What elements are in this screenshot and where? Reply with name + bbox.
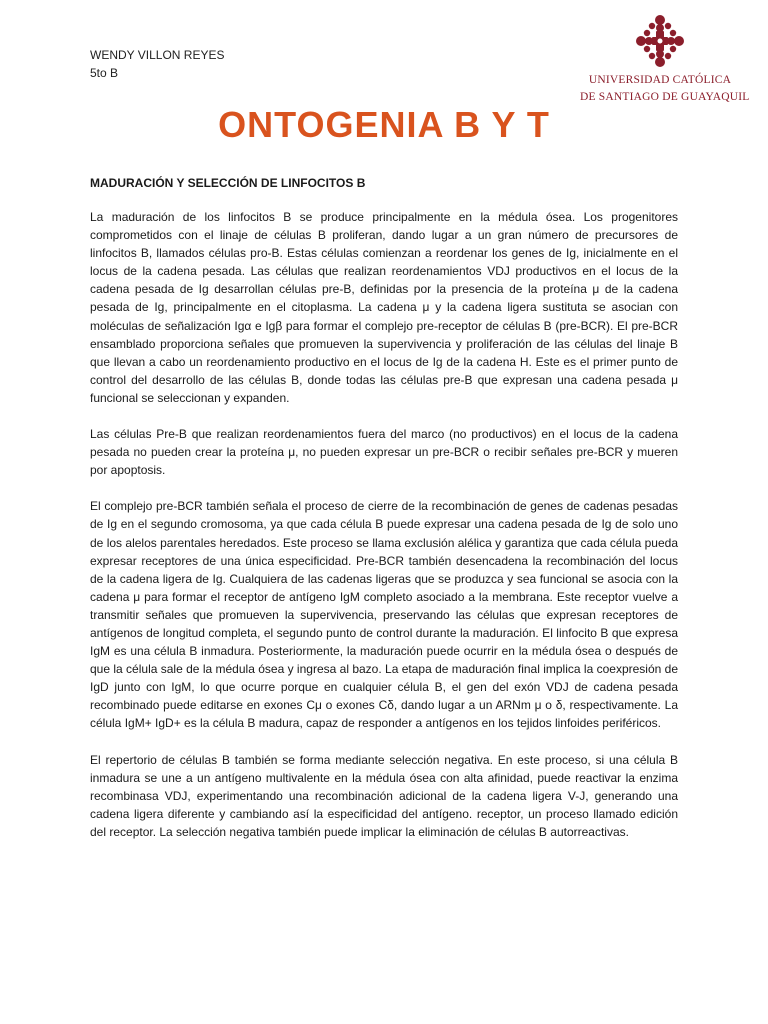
section-heading: MADURACIÓN Y SELECCIÓN DE LINFOCITOS B	[90, 176, 366, 190]
university-logo	[580, 14, 750, 104]
paragraph-1: La maduración de los linfocitos B se produce principalmente en la médula ósea. Los progenitores comprometidos con el linaje de células B proliferan, dando lugar a un gran número de precursores de linfocitos B, llamados células pro-B. Estas células comienzan a reordenar los genes de Ig, inicialmente en el locus de la cadena pesada. Las células que realizan reordenamientos VDJ productivos en el locus de la cadena pesada de Ig desarrollan células pre-B, definidas por la presencia de la proteína μ de la cadena pesada de Ig, principalmente en el citoplasma. La cadena μ y la cadena ligera sustituta se asocian con moléculas de señalización Igα e Igβ para formar el complejo pre-receptor de células B (pre-BCR). El pre-BCR ensamblado proporciona señales que promueven la supervivencia y proliferación de las células del linaje B que llevan a cabo un reordenamiento productivo en el locus de Ig de la cadena H. Este es el primer punto de control del desarrollo de las células B, donde todas las células pre-B que expresan una cadena pesada μ funcional se seleccionan y expanden.	[90, 210, 678, 405]
author-block	[90, 46, 224, 82]
paragraph-4: El repertorio de células B también se forma mediante selección negativa. En este proceso, si una célula B inmadura se une a un antígeno multivalente en la médula ósea con alta afinidad, puede reactivar la enzima recombinasa VDJ, experimentando una recombinación adicional de la cadena ligera V-J, generando una cadena ligera diferente y cambiando así la especificidad del antígeno. receptor, un proceso llamado edición del receptor. La selección negativa también puede implicar la eliminación de células B autorreactivas.	[90, 752, 678, 839]
paragraph-2: Las células Pre-B que realizan reordenamientos fuera del marco (no productivos) en el locus de la cadena pesada no pueden crear la proteína μ, no pueden expresar un pre-BCR o recibir señales pre-BCR y mueren por apoptosis.	[90, 427, 678, 478]
grade-label: 5to B	[90, 66, 119, 80]
university-name-line2: DE SANTIAGO DE GUAYAQUIL	[580, 91, 750, 103]
author-name: WENDY VILLON REYES	[90, 48, 225, 62]
university-cross-icon	[635, 14, 685, 70]
university-name-line1: UNIVERSIDAD CATÓLICA	[588, 74, 732, 86]
document-title: ONTOGENIA B Y T	[218, 104, 550, 145]
paragraph-3: El complejo pre-BCR también señala el proceso de cierre de la recombinación de genes de cadenas pesadas de Ig en el segundo cromosoma, ya que cada célula B puede expresar una cadena pesada de Ig de solo uno de los alelos parentales heredados. Este proceso se llama exclusión alélica y garantiza que cada célula pueda expresar receptores de una única especificidad. Pre-BCR también desencadena la recombinación del locus de la cadena ligera de Ig. Cualquiera de las cadenas ligeras que se produzca y sea funcional se asocia con la cadena μ para formar el receptor de antígeno IgM completo asociado a la membrana. Este receptor vuelve a transmitir señales que promueven la supervivencia, preservando las células que expresan receptores de antígenos de longitud completa, el segundo punto de control durante la maduración. El linfocito B que expresa IgM es una célula B inmadura. Posteriormente, la maduración puede ocurrir en la médula ósea o después de que la célula sale de la médula ósea y ingresa al bazo. La etapa de maduración final implica la coexpresión de IgD junto con IgM, lo que ocurre porque en cualquier célula B, el gen del exón VDJ de cadena pesada recombinado puede editarse en exones Cμ o exones Cδ, dando lugar a un ARNm μ o δ, respectivamente. La célula IgM+ IgD+ es la célula B madura, capaz de responder a antígenos en los tejidos linfoides periféricos.	[90, 499, 678, 731]
document-body	[90, 174, 678, 859]
